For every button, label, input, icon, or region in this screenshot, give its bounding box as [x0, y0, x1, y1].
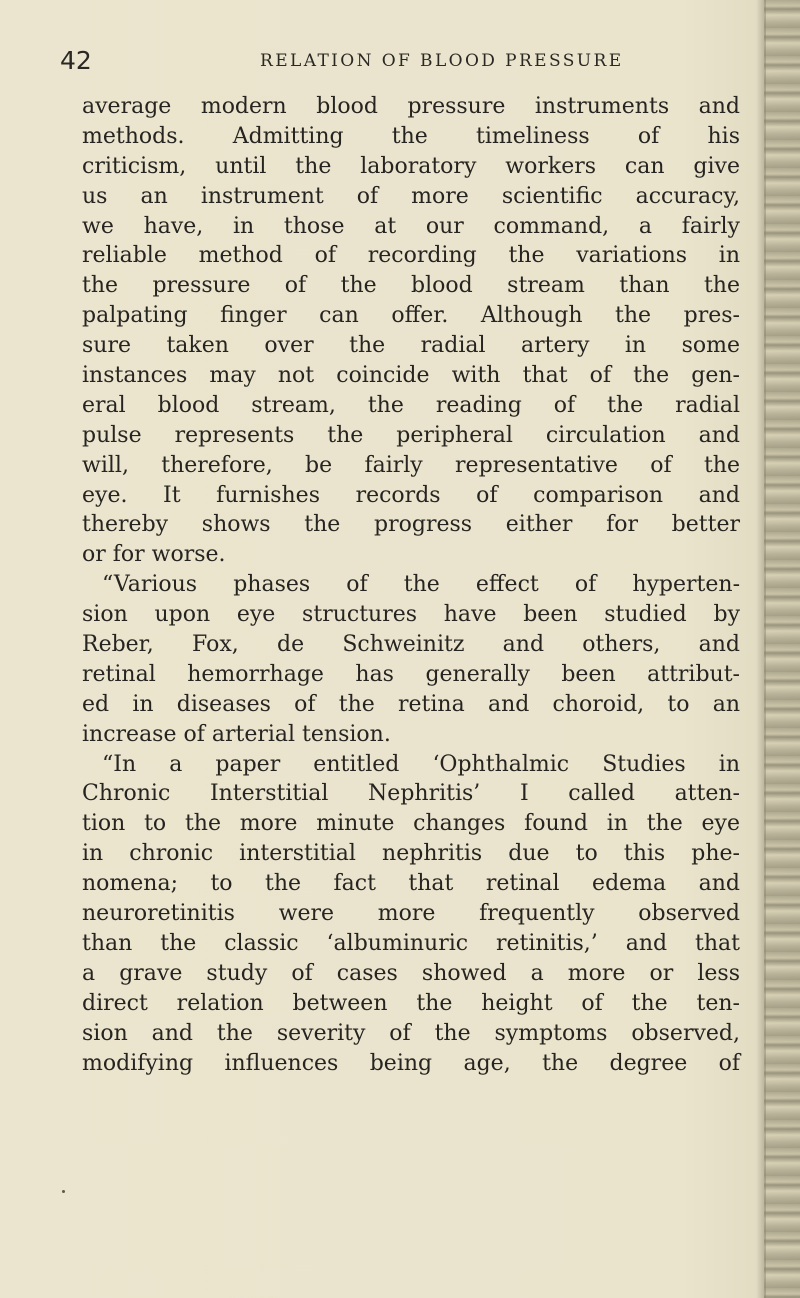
text-line: sion and the severity of the symptoms observed, [82, 1020, 740, 1046]
text-line: than the classic ‘albuminuric retinitis,’ and that [82, 930, 740, 956]
paper-speck [62, 1190, 65, 1193]
page-header [60, 44, 760, 78]
running-title: RELATION OF BLOOD PRESSURE [260, 51, 624, 71]
body-text [82, 92, 762, 1078]
text-line: Chronic Interstitial Nephritis’ I called atten- [82, 781, 740, 807]
text-line: instances may not coincide with that of the gen- [82, 363, 740, 389]
text-line: will, therefore, be fairly representative of the [82, 452, 740, 478]
text-line: criticism, until the laboratory workers can give [82, 153, 740, 179]
text-line: thereby shows the progress either for better [82, 512, 740, 538]
text-line: “Various phases of the effect of hyperten- [102, 572, 740, 598]
text-line: retinal hemorrhage has generally been attribut- [82, 661, 740, 687]
page-number: 42 [60, 46, 92, 75]
text-line: a grave study of cases showed a more or less [82, 960, 740, 986]
text-line: ed in diseases of the retina and choroid, to an [82, 691, 740, 717]
text-line: eral blood stream, the reading of the radial [82, 392, 740, 418]
page-binding-edge [764, 0, 800, 1298]
text-line: “In a paper entitled ‘Ophthalmic Studies in [102, 751, 740, 777]
text-line: the pressure of the blood stream than the [82, 273, 740, 299]
text-line: palpating finger can offer. Although the pres- [82, 303, 740, 329]
text-line: in chronic interstitial nephritis due to this phe- [82, 841, 740, 867]
text-line: pulse represents the peripheral circulation and [82, 422, 740, 448]
text-line: sion upon eye structures have been studied by [82, 602, 740, 628]
text-line: neuroretinitis were more frequently observed [82, 901, 740, 927]
text-line: increase of arterial tension. [82, 721, 391, 747]
text-line: methods. Admitting the timeliness of his [82, 123, 740, 149]
text-line: nomena; to the fact that retinal edema and [82, 871, 740, 897]
text-line: eye. It furnishes records of comparison and [82, 482, 740, 508]
text-line: tion to the more minute changes found in the eye [82, 811, 740, 837]
text-line: sure taken over the radial artery in some [82, 333, 740, 359]
text-line: direct relation between the height of the ten- [82, 990, 740, 1016]
text-line: we have, in those at our command, a fairly [82, 213, 740, 239]
text-line: or for worse. [82, 542, 226, 568]
text-line: average modern blood pressure instruments and [82, 94, 740, 119]
text-line: modifying influences being age, the degree of [82, 1050, 740, 1076]
text-line: reliable method of recording the variations in [82, 243, 740, 269]
text-line: us an instrument of more scientific accuracy, [82, 183, 740, 209]
text-line: Reber, Fox, de Schweinitz and others, and [82, 632, 740, 658]
